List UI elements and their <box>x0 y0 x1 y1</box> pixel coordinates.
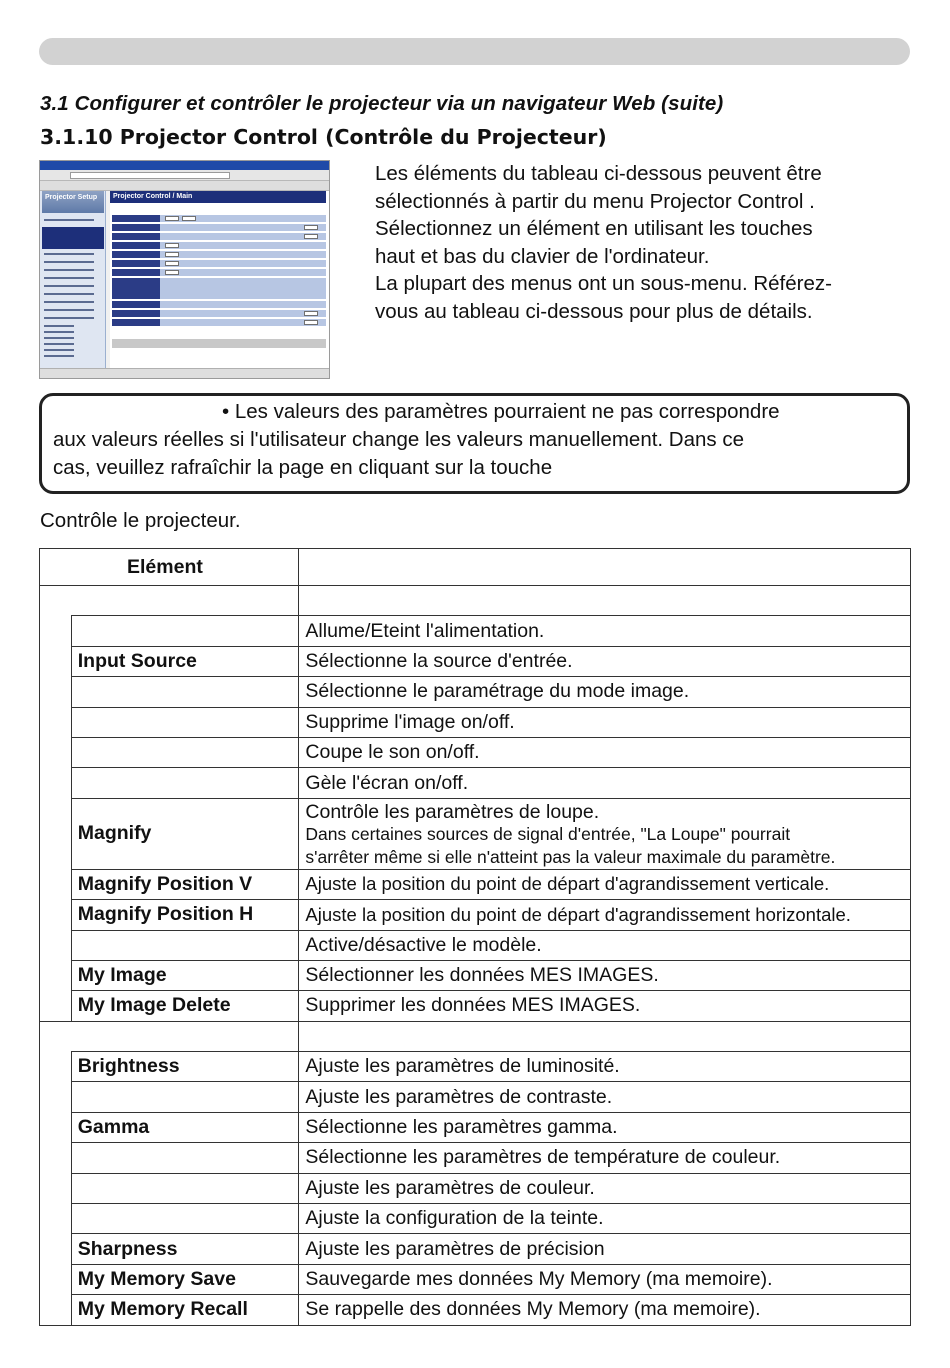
row-item <box>71 1173 299 1203</box>
table-row <box>40 707 911 737</box>
row-desc: Ajuste les paramètres de contraste. <box>299 1082 911 1112</box>
row-desc: Ajuste les paramètres de luminosité. <box>299 1052 911 1082</box>
table-row <box>40 798 911 869</box>
note-line: aux valeurs réelles si l'utilisateur change les valeurs manuellement. Dans ce <box>53 428 745 451</box>
row-item <box>71 930 299 960</box>
row-item: Input Source <box>71 646 299 676</box>
window-titlebar <box>40 161 329 170</box>
row-item: Magnify <box>71 798 299 869</box>
row-desc: Sélectionne les paramètres gamma. <box>299 1112 911 1142</box>
intro-line: La plupart des menus ont un sous-menu. Référez- <box>375 272 832 295</box>
row-desc <box>299 798 911 869</box>
group-header-cell <box>40 1021 299 1051</box>
header-item: Elément <box>40 549 299 586</box>
row-item <box>71 1143 299 1173</box>
row-item: My Memory Save <box>71 1264 299 1294</box>
browser-tabbar <box>40 181 329 191</box>
table-row <box>40 616 911 646</box>
screenshot-sidebar-selected <box>42 227 104 249</box>
group-header-desc <box>299 586 911 616</box>
table-row <box>40 1204 911 1234</box>
header-description <box>299 549 911 586</box>
table-row <box>40 930 911 960</box>
table-row <box>40 768 911 798</box>
table-row <box>40 1264 911 1294</box>
screenshot-panel-title: Projector Control / Main <box>110 191 326 203</box>
group-indent <box>40 616 72 1021</box>
group-header-row <box>40 586 911 616</box>
row-desc: Sélectionne les paramètres de température de couleur. <box>299 1143 911 1173</box>
address-bar <box>70 172 230 179</box>
row-desc: Supprime l'image on/off. <box>299 707 911 737</box>
row-item <box>71 677 299 707</box>
row-desc: Supprimer les données MES IMAGES. <box>299 991 911 1021</box>
table-row <box>40 1052 911 1082</box>
intro-text <box>375 160 915 325</box>
note-line: cas, veuillez rafraîchir la page en cliquant sur la touche <box>53 456 553 479</box>
table-row <box>40 960 911 990</box>
group-header-desc <box>299 1021 911 1051</box>
table-row <box>40 900 911 930</box>
description-line: Contrôle le projecteur. <box>40 509 241 532</box>
table-row <box>40 1082 911 1112</box>
browser-statusbar <box>40 368 329 378</box>
row-desc-note: s'arrêter même si elle n'atteint pas la valeur maximale du paramètre. <box>305 846 836 867</box>
row-desc: Coupe le son on/off. <box>299 737 911 767</box>
row-item: Magnify Position V <box>71 869 299 899</box>
intro-line: Sélectionnez un élément en utilisant les touches <box>375 217 813 240</box>
note-line: • Les valeurs des paramètres pourraient ne pas correspondre <box>222 400 780 423</box>
screenshot-logo: Projector Setup <box>42 191 104 213</box>
row-desc: Ajuste la position du point de départ d'agrandissement verticale. <box>299 869 911 899</box>
intro-line: sélectionnés à partir du menu Projector Control . <box>375 189 815 213</box>
table-row <box>40 991 911 1021</box>
table-row <box>40 1295 911 1325</box>
sub-title: 3.1.10 Projector Control (Contrôle du Projecteur) <box>40 125 607 149</box>
table-row <box>40 646 911 676</box>
screenshot-sidebar <box>40 191 106 369</box>
row-desc: Ajuste les paramètres de précision <box>299 1234 911 1264</box>
header-bar <box>39 38 910 65</box>
row-item: Brightness <box>71 1052 299 1082</box>
group-indent <box>40 1052 72 1326</box>
row-desc: Allume/Eteint l'alimentation. <box>299 616 911 646</box>
table-row <box>40 1173 911 1203</box>
table-row <box>40 1143 911 1173</box>
intro-line: haut et bas du clavier de l'ordinateur. <box>375 244 710 268</box>
row-item: Magnify Position H <box>71 900 299 930</box>
row-desc: Active/désactive le modèle. <box>299 930 911 960</box>
row-desc: Ajuste la position du point de départ d'agrandissement horizontale. <box>299 900 911 930</box>
row-desc: Gèle l'écran on/off. <box>299 768 911 798</box>
row-item <box>71 768 299 798</box>
row-item <box>71 707 299 737</box>
parameter-table <box>39 548 911 1326</box>
intro-line: vous au tableau ci-dessous pour plus de détails. <box>375 299 813 323</box>
row-item: My Image <box>71 960 299 990</box>
row-item: My Image Delete <box>71 991 299 1021</box>
row-item <box>71 1204 299 1234</box>
row-item <box>71 1082 299 1112</box>
row-desc: Sélectionne le paramétrage du mode image. <box>299 677 911 707</box>
table-row <box>40 1112 911 1142</box>
table-header-row <box>40 549 911 586</box>
row-item <box>71 737 299 767</box>
table-row <box>40 869 911 899</box>
section-title: 3.1 Configurer et contrôler le projecteur via un navigateur Web (suite) <box>40 92 724 115</box>
row-item: Gamma <box>71 1112 299 1142</box>
table-row <box>40 677 911 707</box>
row-desc-main: Contrôle les paramètres de loupe. <box>305 800 600 823</box>
row-desc: Ajuste les paramètres de couleur. <box>299 1173 911 1203</box>
row-desc: Sélectionne la source d'entrée. <box>299 646 911 676</box>
row-item: My Memory Recall <box>71 1295 299 1325</box>
browser-screenshot <box>39 160 330 379</box>
screenshot-main-panel <box>110 191 330 369</box>
table-row <box>40 737 911 767</box>
row-desc-note: Dans certaines sources de signal d'entrée, "La Loupe" pourrait <box>305 823 791 844</box>
row-desc: Se rappelle des données My Memory (ma memoire). <box>299 1295 911 1325</box>
table-row <box>40 1234 911 1264</box>
row-item: Sharpness <box>71 1234 299 1264</box>
row-desc: Ajuste la configuration de la teinte. <box>299 1204 911 1234</box>
note-box <box>39 393 910 494</box>
row-item <box>71 616 299 646</box>
row-desc: Sauvegarde mes données My Memory (ma memoire). <box>299 1264 911 1294</box>
intro-line: Les éléments du tableau ci-dessous peuvent être <box>375 162 822 185</box>
group-header-cell <box>40 586 299 616</box>
row-desc: Sélectionner les données MES IMAGES. <box>299 960 911 990</box>
group-header-row <box>40 1021 911 1051</box>
